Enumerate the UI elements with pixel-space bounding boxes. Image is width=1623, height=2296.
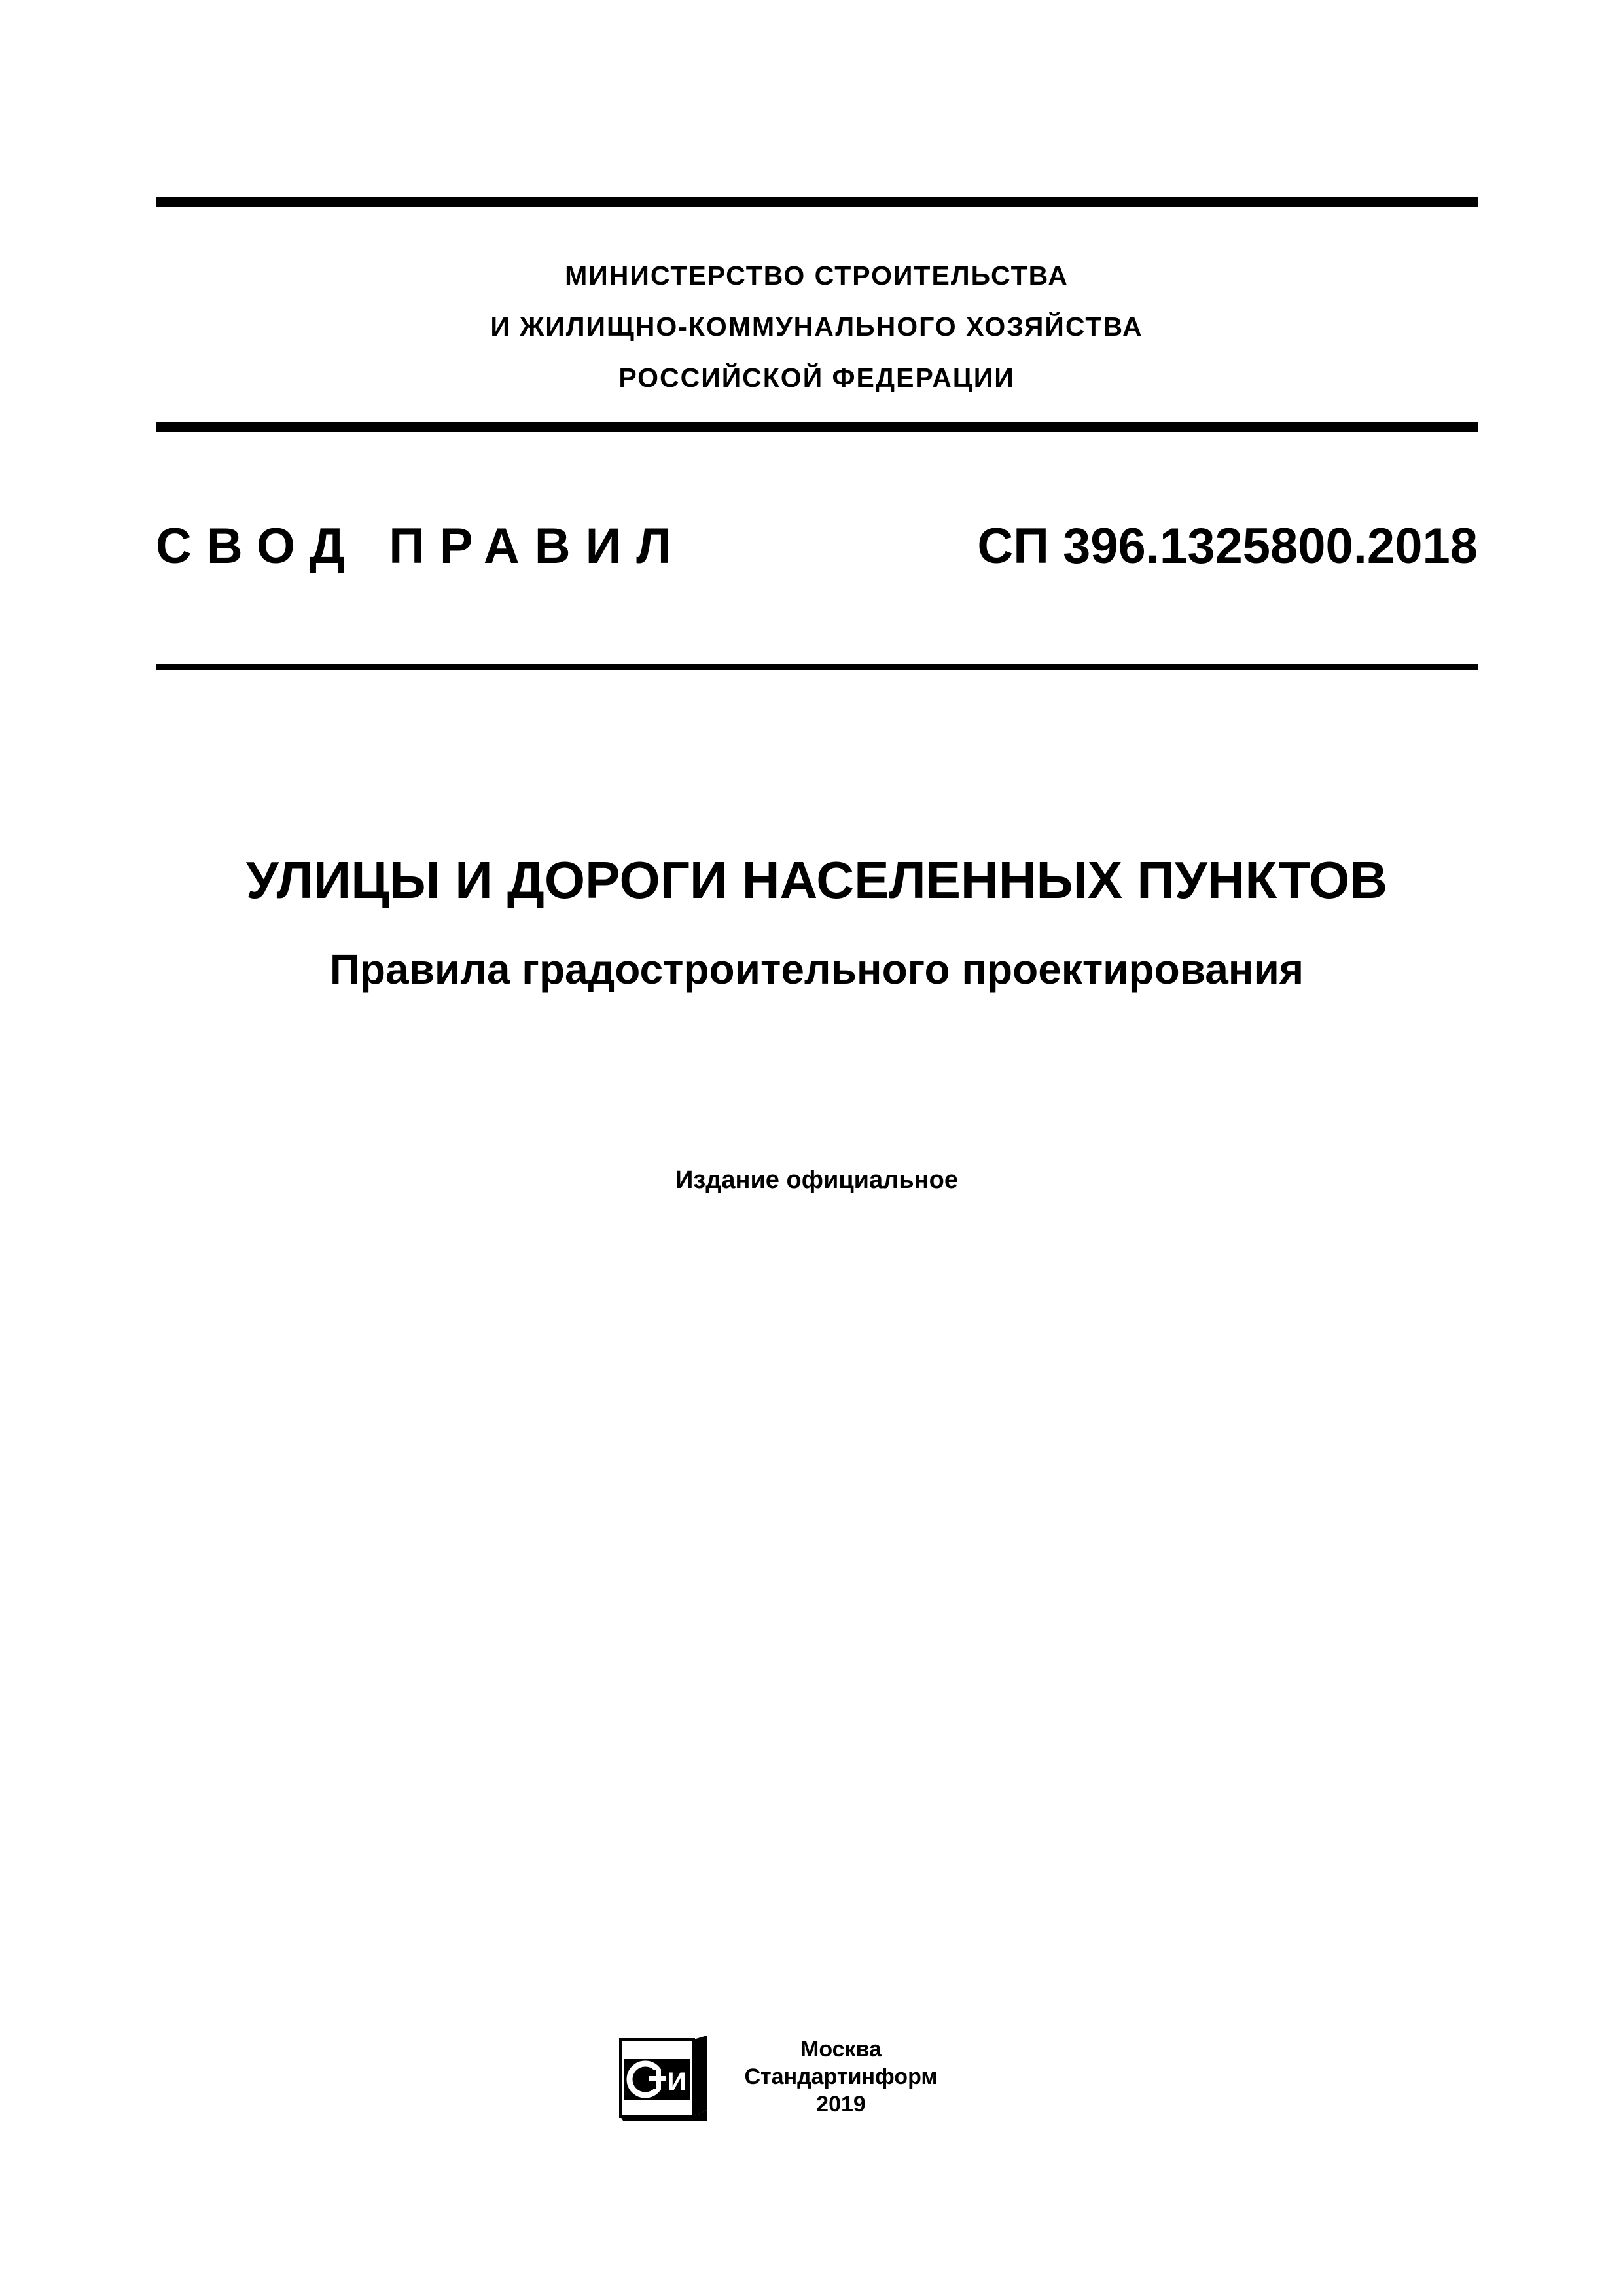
document-title: УЛИЦЫ И ДОРОГИ НАСЕЛЕННЫХ ПУНКТОВ (245, 851, 1388, 909)
top-divider (156, 197, 1478, 207)
publisher-imprint (733, 2036, 949, 2118)
document-subtitle: Правила градостроительного проектирования (329, 946, 1304, 993)
document-number: СП 396.1325800.2018 (977, 518, 1478, 574)
standartinform-logo-icon (615, 2034, 712, 2122)
document-code-row (156, 517, 1478, 576)
publisher-name: Стандартинформ (744, 2064, 938, 2089)
bottom-divider (156, 664, 1478, 670)
ministry-line-2: И ЖИЛИЩНО-КОММУНАЛЬНОГО ХОЗЯЙСТВА (490, 312, 1143, 342)
ministry-line-3: РОССИЙСКОЙ ФЕДЕРАЦИИ (618, 363, 1015, 393)
ministry-line-1: МИНИСТЕРСТВО СТРОИТЕЛЬСТВА (565, 260, 1069, 291)
publication-year: 2019 (816, 2092, 866, 2117)
edition-label: Издание официальное (675, 1166, 958, 1194)
logo-text: И (668, 2068, 687, 2096)
document-type: СВОД ПРАВИЛ (156, 518, 687, 574)
middle-divider (156, 422, 1478, 432)
ministry-header (156, 250, 1478, 403)
publisher-city: Москва (800, 2037, 882, 2062)
